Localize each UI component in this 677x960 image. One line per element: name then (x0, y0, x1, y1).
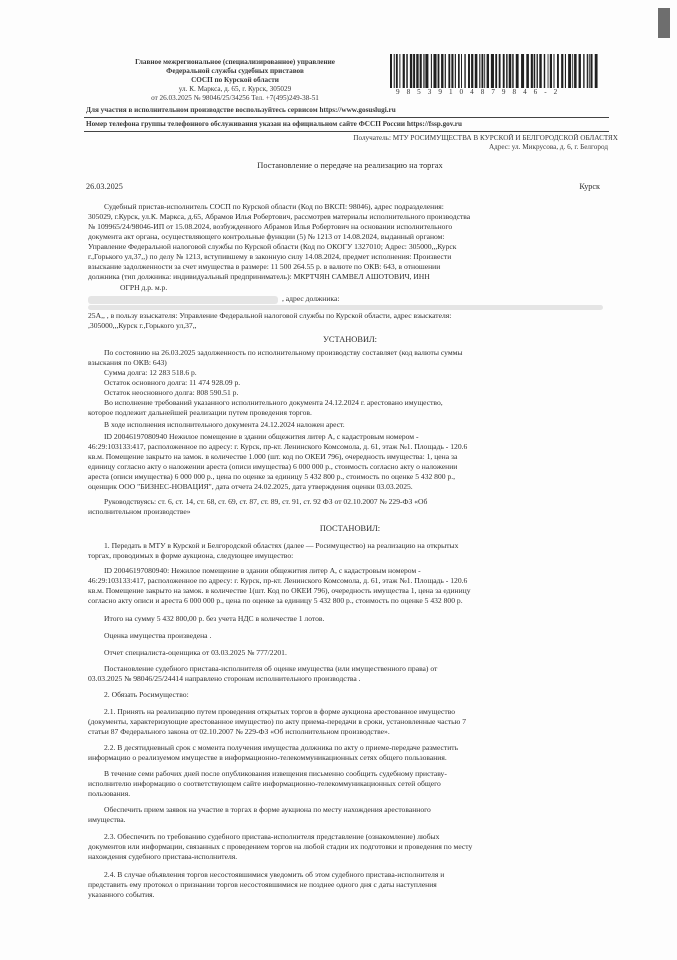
authority-line-3: СОСП по Курской области (191, 76, 279, 84)
authority-address: ул. К. Маркса, д. 65, г. Курск, 305029 (178, 85, 292, 93)
redacted-area (88, 296, 278, 304)
scan-edge-mark (658, 8, 670, 38)
recipient-name: Получатель: МТУ РОСИМУЩЕСТВА В КУРСКОЙ И БЕЛГОРОДСКОЙ ОБЛАСТЯХ (353, 134, 618, 142)
postanovil-line: торгах, проводимых в форме аукциона, следующее имущество: (88, 551, 294, 560)
ustanovil-heading: УСТАНОВИЛ: (323, 335, 377, 344)
valuation-line: Оценка имущества произведена . (104, 631, 212, 640)
property-id-line: ID 20046197080940: Нежилое помещение в здании общежития литер А, с кадастровым номером - (104, 566, 421, 575)
non-principal-debt-balance: Остаток неосновного долга: 808 590.51 р. (104, 388, 239, 397)
postanovil-line: 2.3. Обеспечить по требованию судебного пристава-исполнителя представление (ознакомление) любых (104, 832, 440, 841)
barcode-number: 9 8 5 3 9 1 0 4 8 7 9 8 4 6 - 2 (396, 88, 560, 96)
recipient-address: Адрес: ул. Микрусова, д. 6, г. Белгород (488, 143, 608, 151)
authority-line-2: Федеральной службы судебных приставов (166, 67, 304, 75)
postanovil-line: согласно акту описи и ареста 6 000 000 р., цена по оценке за единицу 5 432 800 р., стоимость по оценке 5 432 800 р. (88, 596, 463, 605)
intro-line: 25А,, , в пользу взыскателя: Управление Федеральной налоговой службы по Курской области, адрес взыскателя: (88, 311, 452, 320)
header-divider-2 (84, 131, 609, 132)
appraiser-report-line: Отчет специалиста-оценщика от 03.03.2025 № 777/2201. (104, 648, 287, 657)
intro-line: № 109965/24/98046-ИП от 15.08.2024, возбужденного Абрамов Илья Робертович на основании исполнительного (88, 222, 453, 231)
redacted-area (88, 305, 603, 310)
property-id-line: ID 20046197080940 Нежилое помещение в здании общежития литер А, с кадастровым номером - (104, 432, 419, 441)
postanovil-line: 46:29:103133:417, расположенное по адресу: г. Курск, пр-кт. Ленинского Комсомола, д. 61, этаж №1. Площадь - 120.6 (88, 576, 468, 585)
intro-line: 305029, г.Курск, ул.К. Маркса, д.65, Абрамов Илья Робертович, рассмотрев материалы исполнительного производства (88, 212, 471, 221)
intro-line: документа акт органа, осуществляющего контрольные функции (5) № 1213 от 14.08.2024, выданный органом: (88, 232, 445, 241)
postanovil-line: Постановление судебного пристава-исполнителя об оценке имущества (или имущественного права) от (104, 664, 438, 673)
authority-line-1: Главное межрегиональное (специализированное) управление (135, 58, 335, 66)
postanovil-line: информацию о реализуемом имуществе в информационно-телекоммуникационных сетях общего пользования. (88, 753, 447, 762)
postanovil-line: документов или информации, связанных с проведением торгов на любой стадии их подготовки и проведения по месту (88, 842, 473, 851)
ustanovil-line: По состоянию на 26.03.2025 задолженность по исполнительному производству составляет (код валюты суммы (104, 348, 463, 357)
postanovil-line: (документы, характеризующие арестованное имущество) по акту приема-передачи в сроки, установленные частью 7 (88, 717, 467, 726)
legal-basis-line: исполнительном производстве» (88, 507, 191, 516)
hotline-note: Номер телефона группы телефонного обслуживания указан на официальном сайте ФССП России https://fssp.gov.ru (86, 120, 462, 128)
intro-line: , адрес должника: (282, 294, 340, 303)
ustanovil-line: 46:29:103133:417, расположенное по адресу: г. Курск, пр-кт. Ленинского Комсомола, д. 61, этаж №1. Площадь - 120.6 (88, 442, 468, 451)
ustanovil-line: взыскания по ОКВ: 643) (88, 358, 167, 367)
postanovil-line: 2.4. В случае объявления торгов несостоявшимися уведомить об этом судебного пристава-исполнителя и (104, 870, 445, 879)
intro-line: ,305000,,,Курск г.,Горького ул,37,, (88, 321, 197, 330)
postanovil-line: статьи 87 Федерального закона от 02.10.2007 № 229-ФЗ «Об исполнительном производстве». (88, 727, 390, 736)
postanovil-line: 03.03.2025 № 98046/25/24414 направлено сторонам исполнительного производства . (88, 674, 361, 683)
postanovil-line: 2.1. Принять на реализацию путем проведения открытых торгов в форме аукциона арестованное имущество (104, 707, 456, 716)
postanovil-line: представить ему протокол о признании торгов несостоявшимися не позднее одного дня с даты наступления (88, 880, 437, 889)
postanovil-heading: ПОСТАНОВИЛ: (319, 524, 381, 533)
postanovil-line: исполнителю информацию о соответствующем сайте информационно-телекоммуникационных сетей общего (88, 779, 441, 788)
postanovil-line: кв.м. Помещение закрыто на замок. в количестве 1(шт. Код по ОКЕИ 796), очередность имущества 1, цена за единицу (88, 586, 471, 595)
principal-debt-balance: Остаток основного долга: 11 474 928.09 р. (104, 378, 241, 387)
ustanovil-line: Во исполнение требований указанного исполнительного документа 24.12.2024 г. арестовано имущество, (104, 398, 443, 407)
barcode (390, 54, 600, 88)
debt-amount: Сумма долга: 12 283 518.6 р. (104, 368, 197, 377)
intro-line: Управление Федеральной налоговой службы по Курской области (Код по ОКОГУ 1327010; Адрес: 305000,,,Курск (88, 242, 457, 251)
postanovil-line: нахождения судебного пристава-исполнителя. (88, 852, 238, 861)
intro-line: г.,Горького ул,37,,) по делу № 1213, вступившему в законную силу 14.08.2024, предмет исполнения: Произвести (88, 252, 452, 261)
postanovil-line: 2.2. В десятидневный срок с момента получения имущества должника по акту о приеме-передаче разместить (104, 743, 459, 752)
ustanovil-line: которое подлежит дальнейшей реализации путем проведения торгов. (88, 408, 312, 417)
postanovil-line: В течение семи рабочих дней после опубликования извещения письменно сообщить судебному приставу- (104, 769, 447, 778)
document-date: 26.03.2025 (86, 182, 123, 191)
document-city: Курск (579, 182, 600, 191)
document-title: Постановление о передаче на реализацию на торгах (257, 161, 443, 170)
ustanovil-line: В ходе исполнения исполнительного документа 24.12.2024 наложен арест. (104, 420, 345, 429)
ustanovil-line: ареста (описи имущества) 6 000 000 р., цена по оценке за единицу 5 432 800 р., стоимость по оценке 5 432 800 р., (88, 472, 456, 481)
postanovil-line: 1. Передать в МТУ в Курской и Белгородской областях (далее — Росимущество) на реализацию на открытых (104, 541, 459, 550)
postanovil-line: указанного события. (88, 890, 155, 899)
intro-line: должника (тип должника: индивидуальный предприниматель): МКРТЧЯН САМВЕЛ АШОТОВИЧ, ИНН (88, 272, 430, 281)
authority-document-number: от 26.03.2025 № 98046/25/34256 Тел. +7(495)249-38-51 (151, 94, 319, 102)
ustanovil-line: оценщик ООО "БИЗНЕС-НОВАЦИЯ", дата отчета 24.02.2025, дата утверждения оценки 03.03.2025. (88, 482, 413, 491)
header-divider (84, 117, 609, 118)
ustanovil-line: единицу согласно акту о наложении ареста (описи имущества) 6 000 000 р., стоимость согласно акту о наложении (88, 462, 458, 471)
intro-line: Судебный пристав-исполнитель СОСП по Курской области (Код по ВКСП: 98046), адрес подразделения: (104, 202, 444, 211)
ustanovil-line: кв.м. Помещение закрыто на замок. в количестве 1.000 (шт. код по ОКЕИ 796), очередность имущества: 1, цена за (88, 452, 458, 461)
postanovil-line: имущества. (88, 815, 126, 824)
obligations-heading: 2. Обязать Росимущество: (104, 690, 189, 699)
intro-line: ОГРН д.р. м.р. (120, 283, 168, 292)
legal-basis-line: Руководствуясь: ст. 6, ст. 14, ст. 68, ст. 69, ст. 87, ст. 89, ст. 91, ст. 92 ФЗ от 02.10.2007 № 229-ФЗ «Об (104, 497, 428, 506)
gosuslugi-note: Для участия в исполнительном производстве воспользуйтесь сервисом https://www.gosuslugi.ru (86, 106, 396, 114)
postanovil-line: пользования. (88, 789, 131, 798)
intro-line: взыскание задолженности за счет имущества в размере: 11 500 264.55 р. в валюте по ОКВ: 643, в отношении (88, 262, 441, 271)
total-amount-line: Итого на сумму 5 432 800,00 р. без учета НДС в количестве 1 лотов. (104, 614, 325, 623)
postanovil-line: Обеспечить прием заявок на участие в торгах в форме аукциона по месту нахождения арестованного (104, 805, 431, 814)
